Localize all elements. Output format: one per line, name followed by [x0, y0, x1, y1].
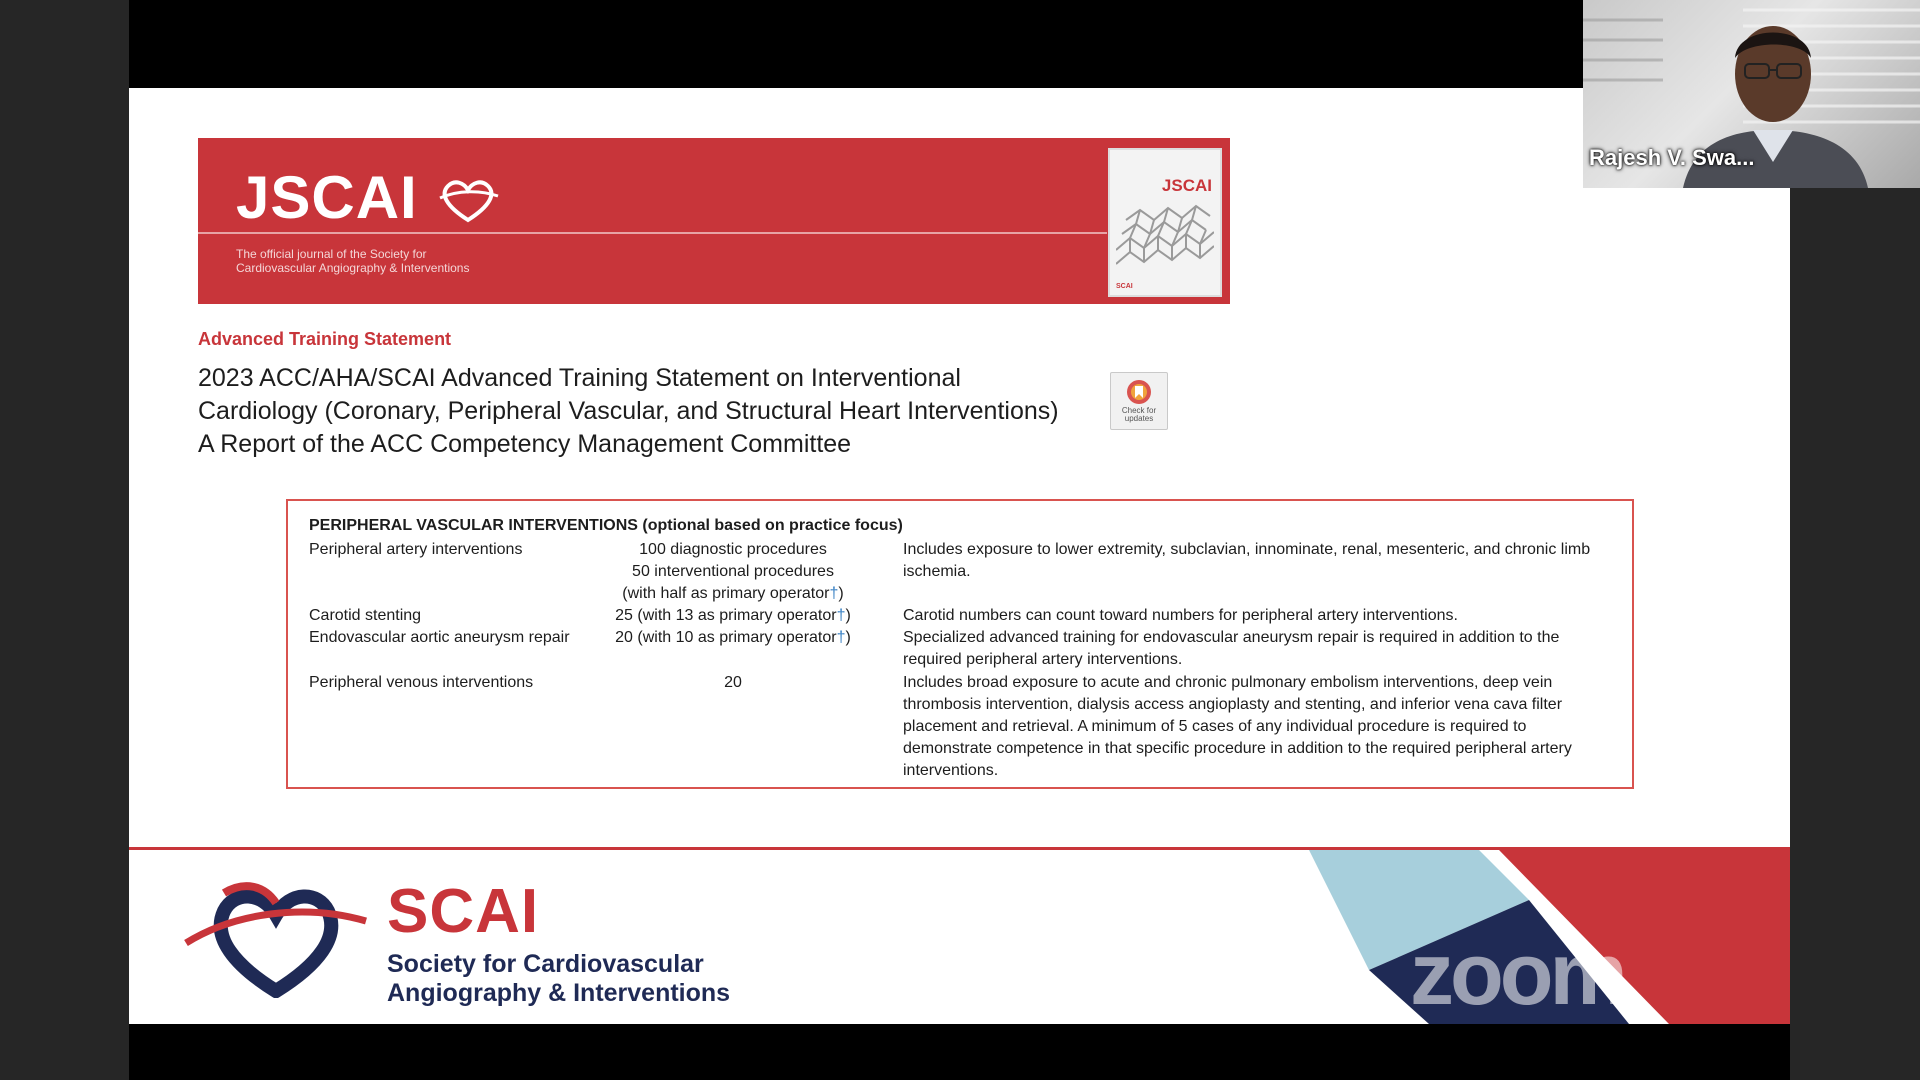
row-venous-requirement: 20 — [724, 674, 742, 691]
check-updates-line1: Check for — [1121, 406, 1157, 415]
participant-video-tile[interactable] — [1583, 0, 1920, 188]
jscai-subtitle-line1: The official journal of the Society for — [236, 247, 427, 261]
requirement-line: 50 interventional procedures — [632, 563, 834, 580]
check-updates-line2: updates — [1124, 414, 1154, 423]
requirement-text: 20 (with 10 as primary operator — [615, 629, 837, 646]
row-evar-note: Specialized advanced training for endovascular aneurysm repair is required in addition to the required peripheral artery interventions. — [903, 629, 1560, 668]
cover-footer-text: SCAI — [1116, 283, 1133, 290]
stent-mesh-icon — [1116, 190, 1214, 272]
journal-banner — [198, 138, 1230, 304]
requirement-line: 100 diagnostic procedures — [639, 541, 827, 558]
row-peripheral-artery-requirement — [593, 539, 873, 605]
shared-slide — [129, 88, 1790, 1024]
banner-divider — [198, 232, 1107, 234]
requirement-close: ) — [845, 607, 851, 624]
cover-title: JSCAI — [1161, 176, 1212, 195]
requirement-line — [593, 583, 873, 605]
jscai-logo-text: JSCAI — [236, 164, 418, 231]
jscai-subtitle-line2: Cardiovascular Angiography & Interventions — [236, 261, 470, 275]
row-peripheral-artery-name: Peripheral artery interventions — [309, 541, 523, 558]
jscai-heart-icon — [436, 176, 500, 224]
letterbox-top — [129, 0, 1790, 88]
article-title — [198, 362, 1118, 461]
row-carotid-requirement — [593, 605, 873, 627]
dagger-mark: † — [836, 629, 846, 646]
letterbox-bottom — [129, 1024, 1790, 1080]
scai-full-name — [387, 950, 730, 1008]
article-title-line1: 2023 ACC/AHA/SCAI Advanced Training Statement on Interventional — [198, 364, 961, 392]
zoom-watermark: zoom — [1410, 924, 1624, 1023]
article-title-line2: Cardiology (Coronary, Peripheral Vascular, and Structural Heart Interventions) — [198, 397, 1059, 425]
scai-name-line1: Society for Cardiovascular — [387, 950, 704, 978]
scai-heart-logo-icon — [184, 873, 369, 998]
scai-wordmark: SCAI — [387, 877, 540, 946]
check-updates-text — [1111, 407, 1167, 423]
requirement-text: (with half as primary operator — [622, 585, 830, 602]
row-carotid-note: Carotid numbers can count toward numbers for peripheral artery interventions. — [903, 607, 1458, 624]
scai-name-line2: Angiography & Interventions — [387, 979, 731, 1007]
article-title-line3: A Report of the ACC Competency Management Committee — [198, 430, 852, 458]
dagger-mark: † — [829, 585, 839, 602]
row-venous-name: Peripheral venous interventions — [309, 674, 534, 691]
row-venous-note: Includes broad exposure to acute and chronic pulmonary embolism interventions, deep vein thrombosis intervention, dialysis access angioplasty and stenting, and inferior vena cava filter placement and retrieval. A minimum of 5 cases of any individual procedure is required to demonstrate competence in that specific procedure in addition to the required peripheral artery interventions. — [903, 674, 1572, 779]
check-updates-icon — [1125, 378, 1153, 406]
row-carotid-name: Carotid stenting — [309, 607, 422, 624]
row-evar-requirement — [593, 627, 873, 649]
requirement-close: ) — [845, 629, 851, 646]
row-peripheral-artery-note: Includes exposure to lower extremity, subclavian, innominate, renal, mesenteric, and chronic limb ischemia. — [903, 541, 1591, 580]
requirement-close: ) — [838, 585, 844, 602]
participant-name-label: Rajesh V. Swa... — [1589, 145, 1755, 170]
article-type-label: Advanced Training Statement — [198, 329, 452, 349]
requirement-text: 25 (with 13 as primary operator — [615, 607, 837, 624]
dagger-mark: † — [836, 607, 846, 624]
jscai-subtitle — [236, 247, 556, 275]
table-title: PERIPHERAL VASCULAR INTERVENTIONS (optional based on practice focus) — [309, 517, 903, 534]
journal-cover-thumbnail — [1108, 148, 1222, 297]
check-for-updates-badge — [1110, 372, 1168, 430]
row-evar-name: Endovascular aortic aneurysm repair — [309, 629, 570, 646]
requirements-table — [286, 499, 1634, 789]
